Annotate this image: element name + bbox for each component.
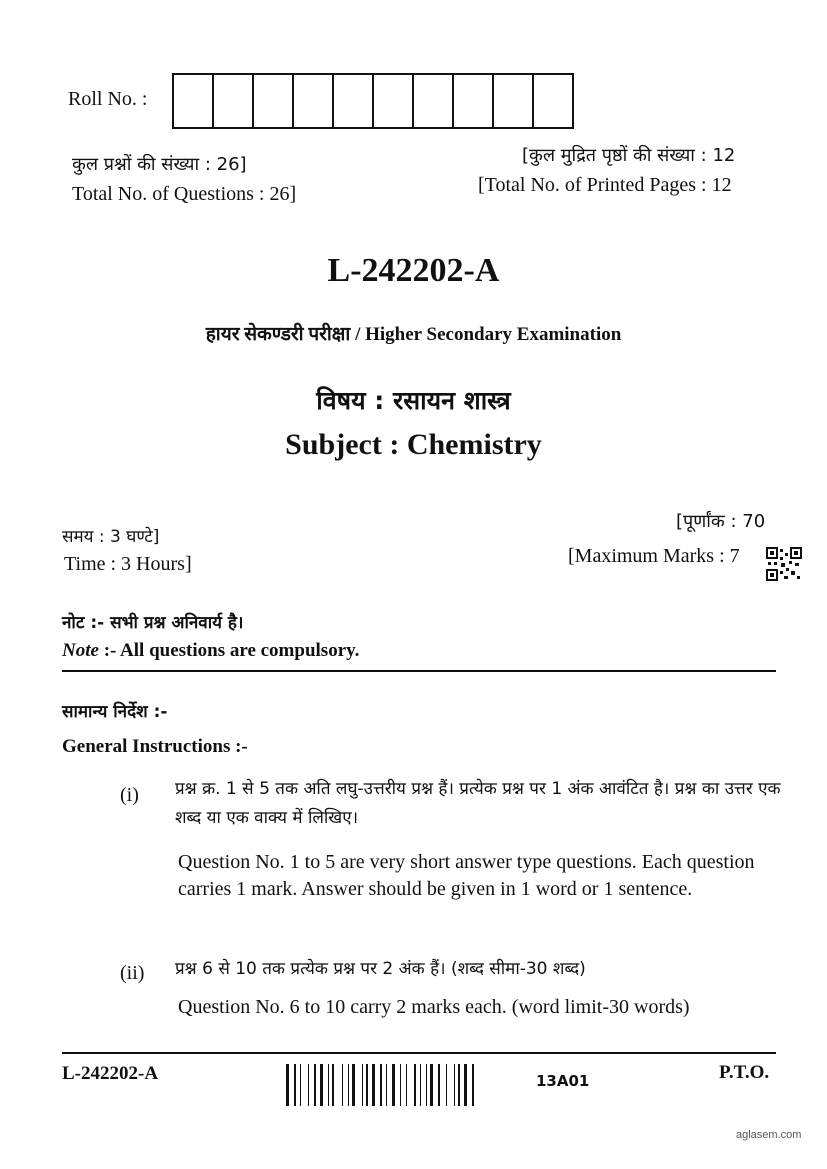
subject-title: Subject : Chemistry [285, 428, 542, 461]
paper-code-title: L-242202-A [327, 252, 500, 289]
subject-hindi: विषय : रसायन शास्त्र [316, 386, 511, 415]
qr-code-icon [766, 547, 802, 581]
note-text: :- All questions are compulsory. [98, 640, 360, 661]
time-allowed: Time : 3 Hours] [64, 553, 192, 575]
roll-number-box [292, 73, 334, 129]
roll-number-boxes [172, 73, 572, 129]
instruction-hindi: प्रश्न 6 से 10 तक प्रत्येक प्रश्न पर 2 अंक हैं। (शब्द सीमा-30 शब्द) [175, 959, 586, 979]
pto-label: P.T.O. [719, 1062, 770, 1083]
marks-hindi: [पूर्णांक : 70 [676, 511, 766, 532]
footer-paper-code: L-242202-A [62, 1063, 159, 1084]
divider [62, 670, 776, 672]
roll-number-box [492, 73, 534, 129]
instructions-heading: General Instructions :- [62, 736, 248, 757]
roll-number-box [212, 73, 254, 129]
instruction-hindi: प्रश्न क्र. 1 से 5 तक अति लघु-उत्तरीय प्रश्न हैं। प्रत्येक प्रश्न पर 1 अंक आवंटित है। प्रश्न का उत्तर एक शब्द या एक वाक्य में लिखिए। [175, 779, 781, 828]
roll-number-label: Roll No. : [68, 88, 148, 110]
roll-number-box [172, 73, 214, 129]
footer-number: 13A01 [536, 1072, 590, 1090]
roll-number-box [452, 73, 494, 129]
printed-pages-hindi: [कुल मुद्रित पृष्ठों की संख्या : 12 [522, 145, 736, 166]
roll-number-box [252, 73, 294, 129]
instruction-text: Question No. 1 to 5 are very short answer type questions. Each question carries 1 mark. Answer should be given in 1 word or 1 sentence. [178, 851, 755, 900]
site-watermark: aglasem.com [736, 1129, 802, 1141]
instruction-number: (i) [120, 784, 139, 806]
roll-number-box [332, 73, 374, 129]
roll-number-box [372, 73, 414, 129]
note [62, 640, 359, 662]
total-questions: Total No. of Questions : 26] [72, 183, 297, 205]
printed-pages: [Total No. of Printed Pages : 12 [478, 174, 732, 196]
note-hindi: नोट :- सभी प्रश्न अनिवार्य है। [62, 613, 244, 633]
maximum-marks: [Maximum Marks : 7 [568, 545, 740, 567]
exam-name: हायर सेकण्डरी परीक्षा / Higher Secondary Examination [205, 324, 622, 345]
instruction-number: (ii) [120, 962, 145, 984]
roll-number-box [412, 73, 454, 129]
instructions-heading-hindi: सामान्य निर्देश :- [62, 702, 168, 722]
total-questions-hindi: कुल प्रश्नों की संख्या : 26] [72, 154, 247, 175]
time-hindi: समय : 3 घण्टे] [62, 527, 160, 547]
barcode-icon [286, 1064, 510, 1106]
note-label: Note [62, 640, 99, 661]
footer-divider [62, 1052, 776, 1054]
instruction-text: Question No. 6 to 10 carry 2 marks each. (word limit-30 words) [178, 996, 690, 1018]
roll-number-box [532, 73, 574, 129]
